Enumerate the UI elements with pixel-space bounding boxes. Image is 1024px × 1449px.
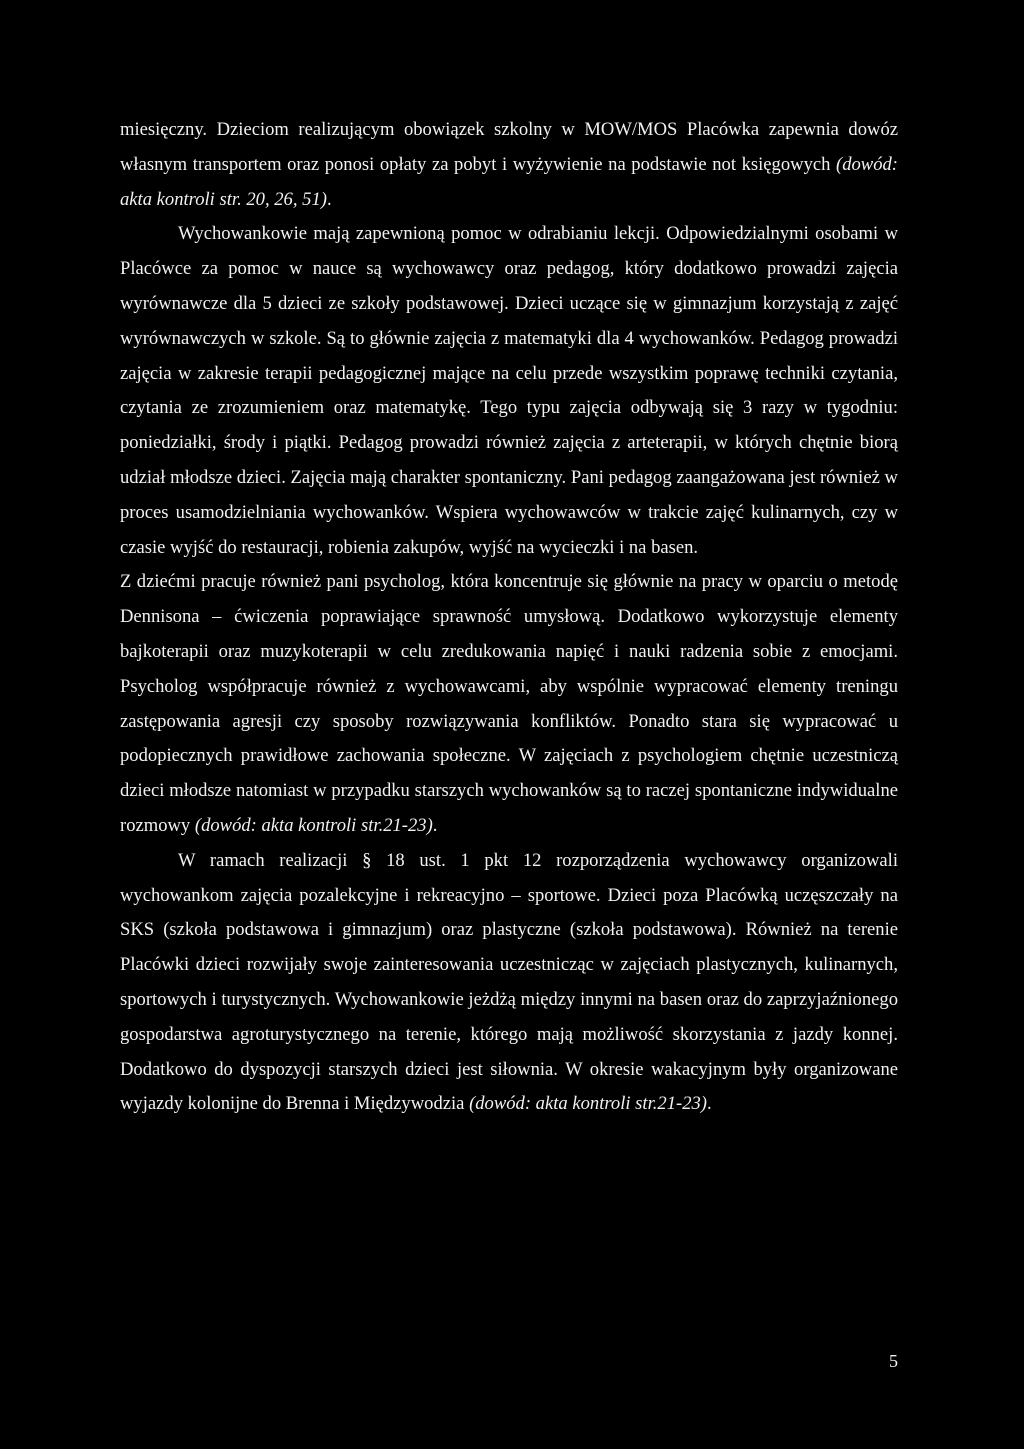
evidence-citation: (dowód: akta kontroli str.21-23) (194, 814, 433, 836)
paragraph-text: miesięczny. Dzieciom realizującym obowiązek szkolny w MOW/MOS Placówka zapewnia dowóz własnym transportem oraz ponosi opłaty za pobyt i wyżywienie na podstawie not księgowych (120, 119, 898, 175)
paragraph-text: Z dziećmi pracuje również pani psycholog, która koncentruje się głównie na pracy w oparciu o metodę Dennisona – ćwiczenia poprawiające sprawność umysłową. Dodatkowo wykorzystuje elementy bajkoterapii oraz muzykoterapii w celu zredukowania napięć i nauki radzenia sobie z emocjami. Psycholog współpracuje również z wychowawcami, aby wspólnie wypracować elementy treningu zastępowania agresji czy sposoby rozwiązywania konfliktów. Ponadto stara się wypracować u podopiecznych prawidłowe zachowania społeczne. W zajęciach z psychologiem chętnie uczestniczą dzieci młodsze natomiast w przypadku starszych wychowanków są to raczej spontaniczne indywidualne rozmowy (120, 571, 898, 836)
paragraph-continuation (120, 113, 898, 217)
paragraph-psychologist (120, 565, 898, 843)
document-page (120, 113, 898, 1122)
paragraph-homework-support (120, 217, 898, 565)
evidence-citation: (dowód: akta kontroli str. 20, 26, 51) (120, 153, 898, 210)
paragraph-end: . (706, 1093, 712, 1115)
paragraph-text: Wychowankowie mają zapewnioną pomoc w odrabianiu lekcji. Odpowiedzialnymi osobami w Placówce za pomoc w nauce są wychowawcy oraz pedagog, który dodatkowo prowadzi zajęcia wyrównawcze dla 5 dzieci ze szkoły podstawowej. Dzieci uczące się w gimnazjum korzystają z zajęć wyrównawczych w szkole. Są to głównie zajęcia z matematyki dla 4 wychowanków. Pedagog prowadzi zajęcia w zakresie terapii pedagogicznej mające na celu przede wszystkim poprawę techniki czytania, czytania ze zrozumieniem oraz matematykę. Tego typu zajęcia odbywają się 3 razy w tygodniu: poniedziałki, środy i piątki. Pedagog prowadzi również zajęcia z arteterapii, w których chętnie biorą udział młodsze dzieci. Zajęcia mają charakter spontaniczny. Pani pedagog zaangażowana jest również w proces usamodzielniania wychowanków. Wspiera wychowawców w trakcie zajęć kulinarnych, czy w czasie wyjść do restauracji, robienia zakupów, wyjść na wycieczki i na basen. (120, 223, 898, 558)
paragraph-end: . (326, 188, 332, 210)
paragraph-end: . (432, 814, 438, 836)
paragraph-text: W ramach realizacji § 18 ust. 1 pkt 12 rozporządzenia wychowawcy organizowali wychowankom zajęcia pozalekcyjne i rekreacyjno – sportowe. Dzieci poza Placówką uczęszczały na SKS (szkoła podstawowa i gimnazjum) oraz plastyczne (szkoła podstawowa). Również na terenie Placówki dzieci rozwijały swoje zainteresowania uczestnicząc w zajęciach plastycznych, kulinarnych, sportowych i turystycznych. Wychowankowie jeżdżą między innymi na basen oraz do zaprzyjaźnionego gospodarstwa agroturystycznego na terenie, którego mają możliwość skorzystania z jazdy konnej. Dodatkowo do dyspozycji starszych dzieci jest siłownia. W okresie wakacyjnym były organizowane wyjazdy kolonijne do Brenna i Międzywodzia (120, 849, 898, 1115)
page-number: 5 (889, 1351, 898, 1371)
paragraph-extracurricular (120, 844, 898, 1122)
evidence-citation: (dowód: akta kontroli str.21-23) (469, 1093, 707, 1115)
